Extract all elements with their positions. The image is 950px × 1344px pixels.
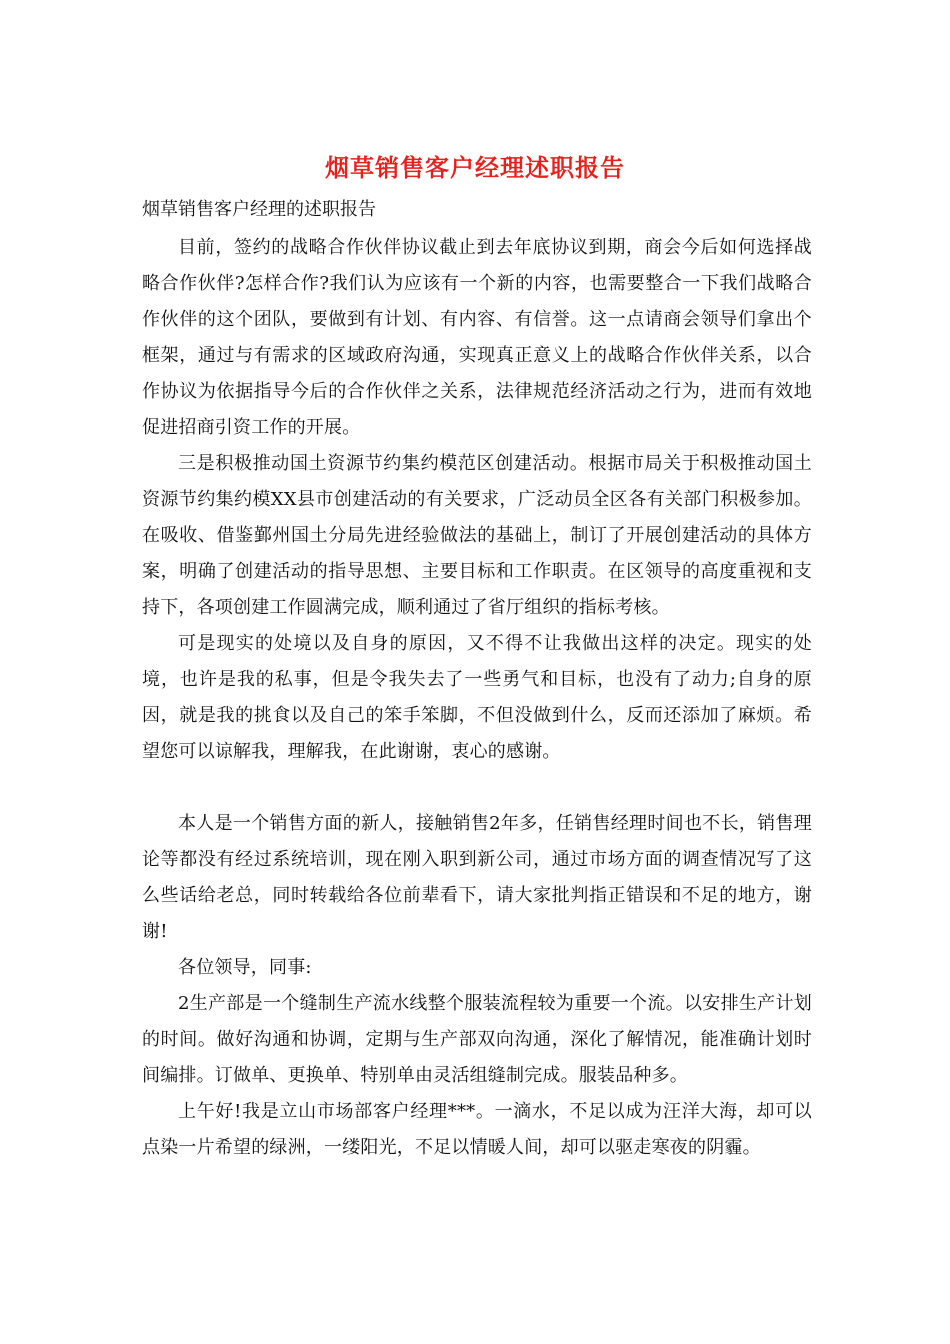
paragraph-spacer (142, 770, 812, 806)
paragraph-production-dept: 2生产部是一个缝制生产流水线整个服装流程较为重要一个流。以安排生产计划的时间。做好沟通和协调，定期与生产部双向沟通，深化了解情况，能准确计划时间编排。订做单、更换单、特别单由灵活组缝制完成。服装品种多。 (142, 993, 812, 1086)
document-subtitle: 烟草销售客户经理的述职报告 (142, 199, 376, 220)
paragraph-land-resources: 三是积极推动国土资源节约集约模范区创建活动。根据市局关于积极推动国土资源节约集约模XX县市创建活动的有关要求，广泛动员全区各有关部门积极参加。在吸收、借鉴鄞州国土分局先进经验做法的基础上，制订了开展创建活动的具体方案，明确了创建活动的指导思想、主要目标和工作职责。在区领导的高度重视和支持下，各项创建工作圆满完成，顺利通过了省厅组织的指标考核。 (142, 453, 812, 618)
paragraph-sales-newcomer: 本人是一个销售方面的新人，接触销售2年多，任销售经理时间也不长，销售理论等都没有经过系统培训，现在刚入职到新公司，通过市场方面的调查情况写了这么些话给老总，同时转载给各位前辈看下，请大家批判指正错误和不足的地方，谢谢! (142, 813, 812, 942)
document-body (142, 230, 812, 1166)
paragraph-self-introduction: 上午好!我是立山市场部客户经理***。一滴水，不足以成为汪洋大海，却可以点染一片希望的绿洲，一缕阳光，不足以情暖人间，却可以驱走寒夜的阴霾。 (142, 1101, 812, 1158)
document-title: 烟草销售客户经理述职报告 (325, 153, 625, 182)
paragraph-strategic-partners: 目前，签约的战略合作伙伴协议截止到去年底协议到期，商会今后如何选择战略合作伙伴?怎样合作?我们认为应该有一个新的内容，也需要整合一下我们战略合作伙伴的这个团队，要做到有计划、有内容、有信誉。这一点请商会领导们拿出个框架，通过与有需求的区域政府沟通，实现真正意义上的战略合作伙伴关系，以合作协议为依据指导今后的合作伙伴之关系，法律规范经济活动之行为，进而有效地促进招商引资工作的开展。 (142, 237, 812, 438)
paragraph-greeting: 各位领导，同事: (178, 957, 312, 978)
paragraph-personal-reasons: 可是现实的处境以及自身的原因，又不得不让我做出这样的决定。现实的处境，也许是我的私事，但是令我失去了一些勇气和目标，也没有了动力;自身的原因，就是我的挑食以及自己的笨手笨脚，不但没做到什么，反而还添加了麻烦。希望您可以谅解我，理解我，在此谢谢，衷心的感谢。 (142, 633, 812, 762)
